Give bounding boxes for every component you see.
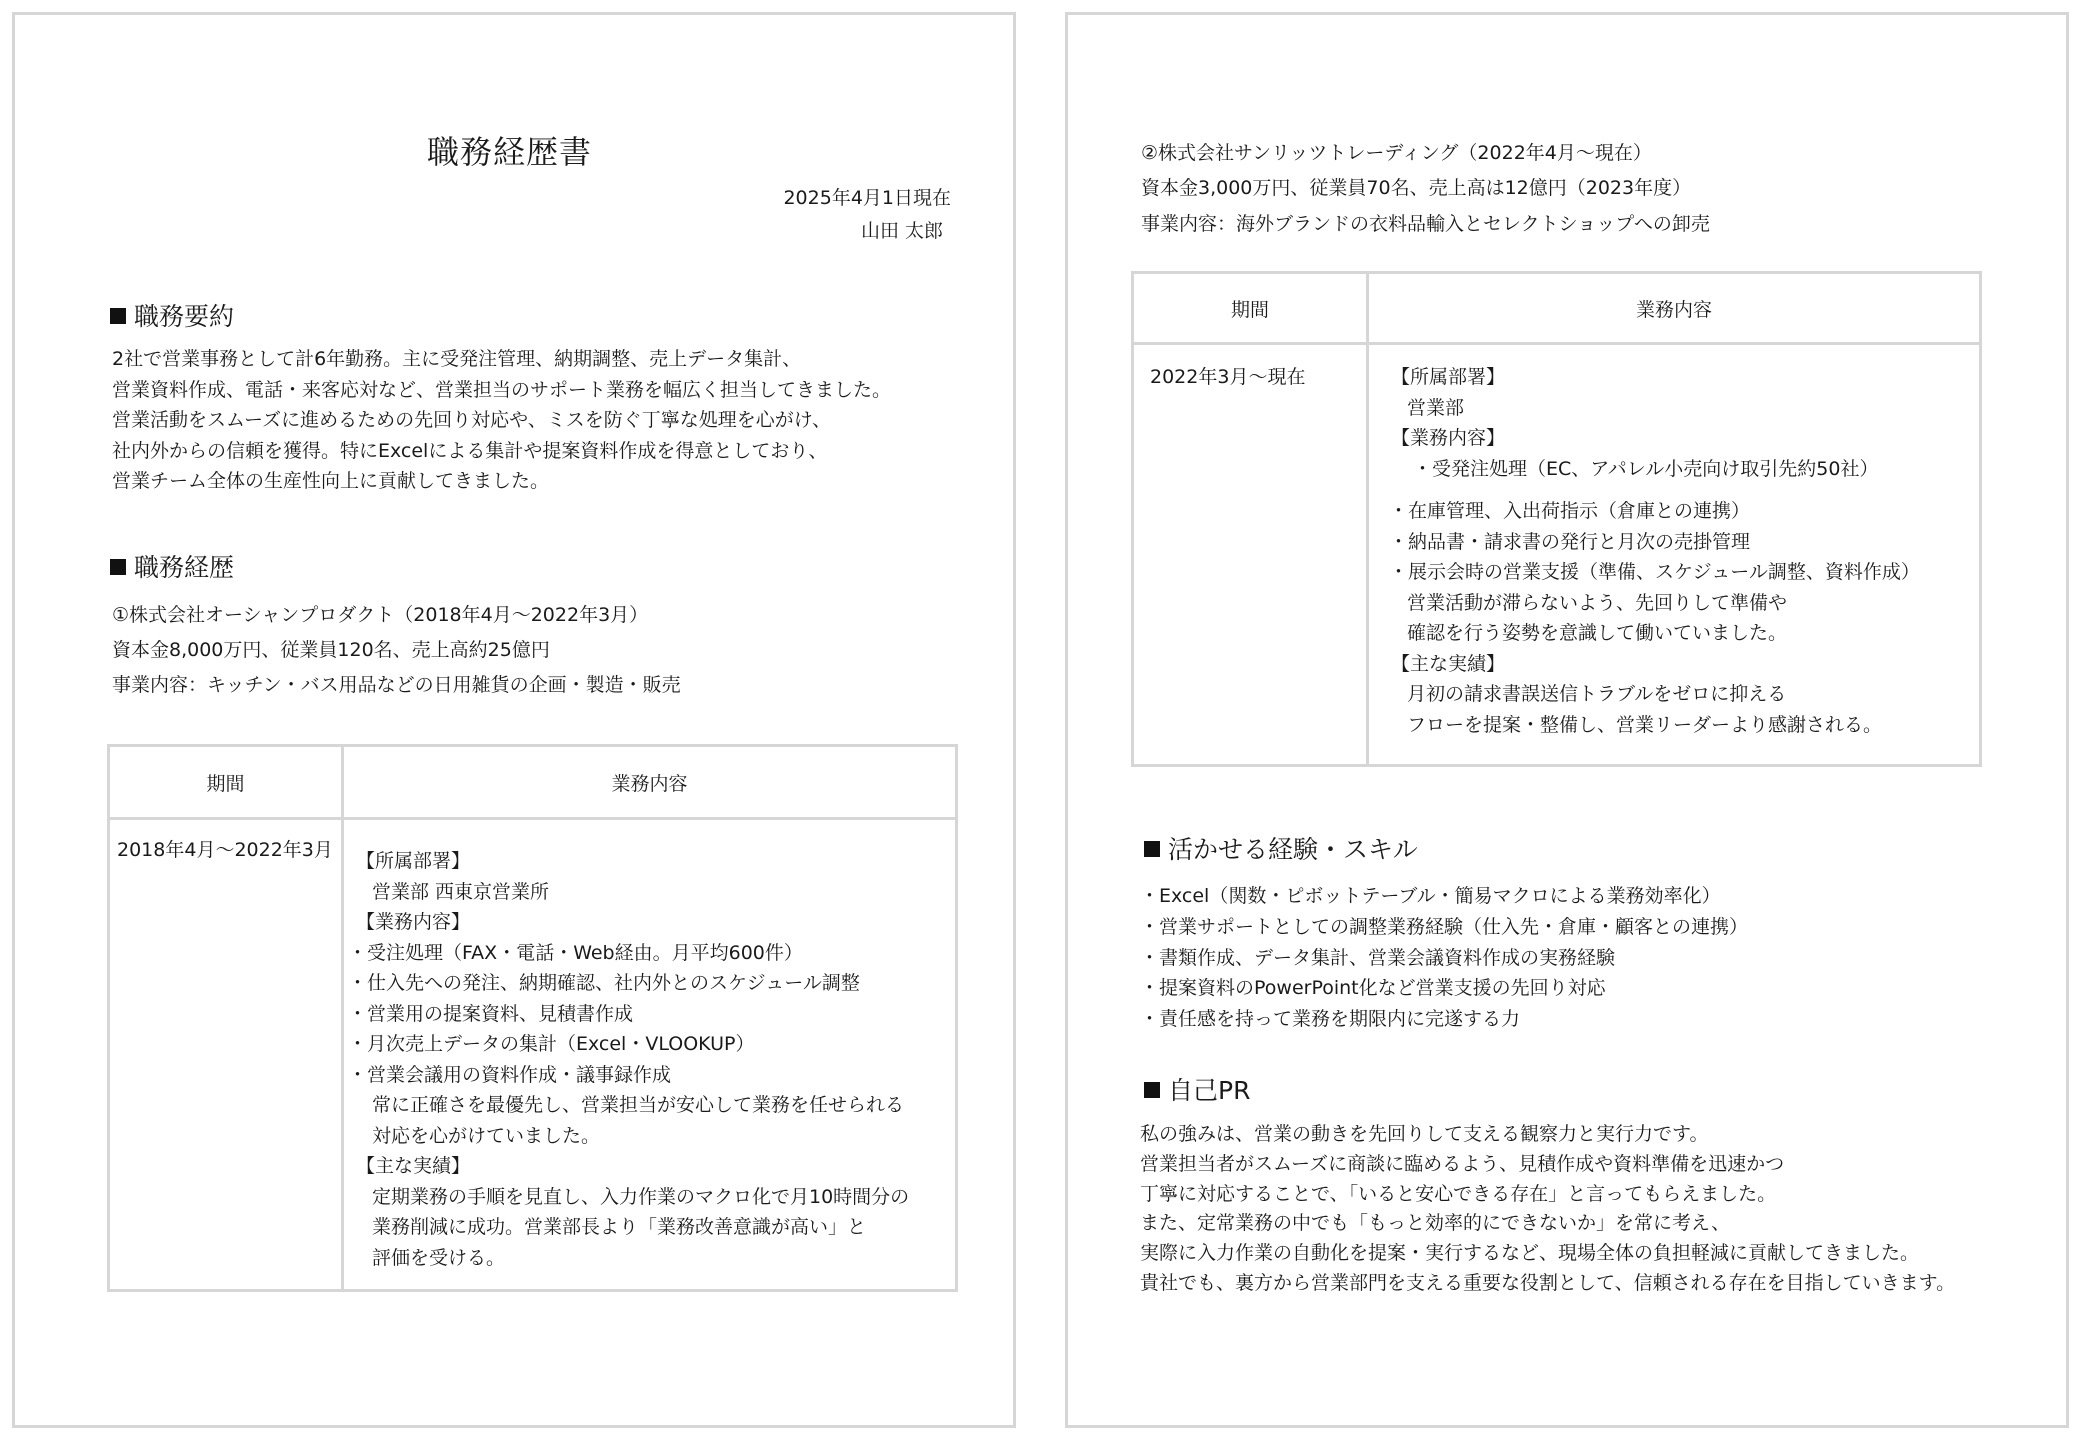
skill-item: ・Excel（関数・ピボットテーブル・簡易マクロによる業務効率化） <box>1140 885 1721 907</box>
achievement-label: 【主な実績】 <box>1391 652 1506 675</box>
summary-line: 営業チーム全体の生産性向上に貢献してきました。 <box>112 470 550 492</box>
skill-item: ・書類作成、データ集計、営業会議資料作成の実務経験 <box>1140 946 1616 969</box>
achievement-text: 業務削減に成功。営業部長より「業務改善意識が高い」と <box>372 1216 867 1238</box>
work-item: ・納品書・請求書の発行と月次の売掛管理 <box>1389 530 1751 553</box>
summary-heading: 職務要約 <box>110 297 234 333</box>
skills-list <box>1140 881 1748 1035</box>
pr-text <box>1140 1120 1955 1299</box>
pr-line: 貴社でも、裏方から営業部門を支える重要な役割として、信頼される存在を目指していきます。 <box>1140 1271 1956 1294</box>
pr-heading: 自己PR <box>1144 1071 1250 1107</box>
work-item: ・営業用の提案資料、見積書作成 <box>348 1002 634 1025</box>
square-bullet-icon <box>110 308 126 324</box>
work-note: 営業活動が滞らないよう、先回りして準備や <box>1407 591 1788 614</box>
pr-line: 実際に入力作業の自動化を提案・実行するなど、現場全体の負担軽減に貢献してきました。 <box>1140 1242 1920 1265</box>
work-item: ・月次売上データの集計（Excel・VLOOKUP） <box>348 1033 755 1055</box>
company-2-business: 事業内容：海外ブランドの衣料品輸入とセレクトショップへの卸売 <box>1141 213 1710 235</box>
work-item: ・仕入先への発注、納期確認、社内外とのスケジュール調整 <box>348 972 860 994</box>
summary-line: 2社で営業事務として計6年勤務。主に受発注管理、納期調整、売上データ集計、 <box>112 348 802 370</box>
square-bullet-icon <box>1144 1082 1160 1098</box>
company-2-name: ②株式会社サンリッツトレーディング（2022年4月～現在） <box>1141 142 1652 164</box>
summary-text <box>112 344 891 497</box>
achievement-text: 月初の請求書誤送信トラブルをゼロに抑える <box>1407 683 1787 705</box>
summary-line: 社内外からの信頼を獲得。特にExcelによる集計や提案資料作成を得意としており、 <box>112 439 828 462</box>
dept-value: 営業部 <box>1407 396 1465 419</box>
dept-label: 【所属部署】 <box>356 850 471 872</box>
work-item: ・受注処理（FAX・電話・Web経由。月平均600件） <box>348 941 803 964</box>
pr-line: 丁寧に対応することで、「いると安心できる存在」と言ってもらえました。 <box>1140 1182 1777 1205</box>
work-note: 対応を心がけていました。 <box>372 1124 601 1147</box>
table-period-cell: 2018年4月～2022年3月 <box>117 839 333 861</box>
pr-line: 営業担当者がスムーズに商談に臨めるよう、見積作成や資料準備を迅速かつ <box>1140 1152 1785 1175</box>
work-note: 常に正確さを最優先し、営業担当が安心して業務を任せられる <box>372 1094 905 1116</box>
company-2-capital: 資本金3,000万円、従業員70名、売上高は12億円（2023年度） <box>1141 177 1692 199</box>
work-item: ・展示会時の営業支援（準備、スケジュール調整、資料作成） <box>1389 561 1920 583</box>
table-header-content: 業務内容 <box>1635 299 1712 321</box>
achievement-text: 定期業務の手順を見直し、入力作業のマクロ化で月10時間分の <box>372 1185 910 1208</box>
skills-heading: 活かせる経験・スキル <box>1144 830 1418 866</box>
document-title: 職務経歴書 <box>427 133 593 171</box>
square-bullet-icon <box>1144 841 1160 857</box>
work-note: 確認を行う姿勢を意識して働いていました。 <box>1407 622 1788 644</box>
table-header-period: 期間 <box>206 773 245 795</box>
table-header-period: 期間 <box>1230 299 1269 321</box>
work-item: ・在庫管理、入出荷指示（倉庫との連携） <box>1389 500 1751 522</box>
company-1-name: ①株式会社オーシャンプロダクト（2018年4月～2022年3月） <box>112 604 649 626</box>
table-content-cell <box>1391 362 1920 740</box>
square-bullet-icon <box>110 559 126 575</box>
achievement-label: 【主な実績】 <box>356 1155 471 1177</box>
company-1-business: 事業内容：キッチン・バス用品などの日用雑貨の企画・製造・販売 <box>112 674 681 696</box>
work-label: 【業務内容】 <box>356 911 471 933</box>
pr-line: 私の強みは、営業の動きを先回りして支える観察力と実行力です。 <box>1140 1123 1709 1145</box>
work-item: ・営業会議用の資料作成・議事録作成 <box>348 1063 672 1086</box>
pr-line: また、定常業務の中でも「もっと効率的にできないか」を常に考え、 <box>1140 1212 1731 1235</box>
skill-item: ・営業サポートとしての調整業務経験（仕入先・倉庫・顧客との連携） <box>1140 915 1749 938</box>
applicant-name: 山田 太郎 <box>860 220 943 242</box>
history-heading: 職務経歴 <box>110 548 234 584</box>
table-content-cell <box>348 846 910 1273</box>
table-header-content: 業務内容 <box>611 773 688 795</box>
skill-item: ・責任感を持って業務を期限内に完遂する力 <box>1140 1008 1521 1031</box>
resume-page-1 <box>12 12 1016 1428</box>
dept-value: 営業部 西東京営業所 <box>372 880 550 903</box>
table-period-cell: 2022年3月～現在 <box>1150 366 1306 388</box>
resume-page-2 <box>1065 12 2069 1428</box>
work-label: 【業務内容】 <box>1391 427 1506 449</box>
company-1-capital: 資本金8,000万円、従業員120名、売上高約25億円 <box>112 639 550 661</box>
company-2-table <box>1131 271 1982 767</box>
skill-item: ・提案資料のPowerPoint化など営業支援の先回り対応 <box>1140 977 1606 1000</box>
achievement-text: フローを提案・整備し、営業リーダーより感謝される。 <box>1407 713 1883 736</box>
document-date: 2025年4月1日現在 <box>783 187 951 209</box>
achievement-text: 評価を受ける。 <box>372 1246 506 1269</box>
dept-label: 【所属部署】 <box>1391 366 1506 388</box>
summary-line: 営業活動をスムーズに進めるための先回り対応や、ミスを防ぐ丁寧な処理を心がけ、 <box>112 409 831 431</box>
work-item: ・受発注処理（EC、アパレル小売向け取引先約50社） <box>1413 457 1879 480</box>
summary-line: 営業資料作成、電話・来客応対など、営業担当のサポート業務を幅広く担当してきました。 <box>112 378 892 401</box>
company-1-table <box>107 744 958 1292</box>
